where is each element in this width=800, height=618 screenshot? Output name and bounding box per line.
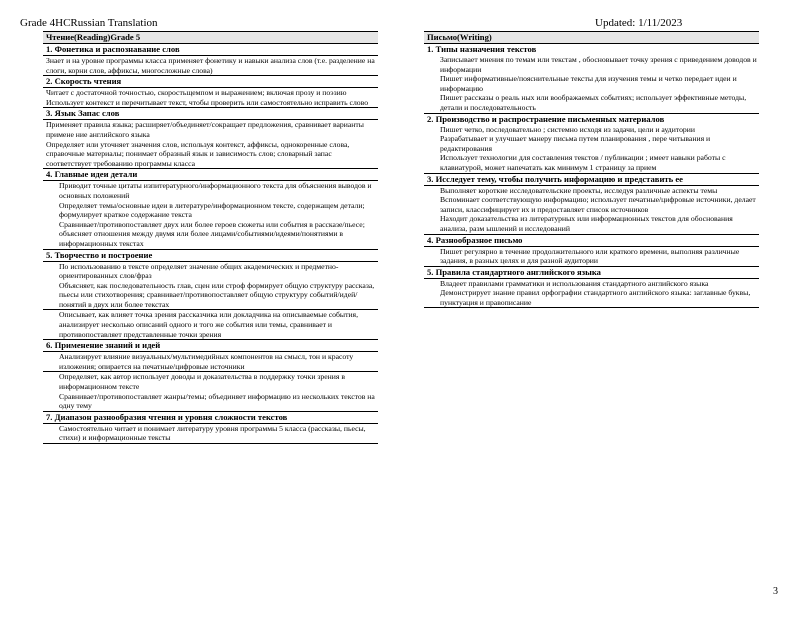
section-title: 4. Разнообразное письмо xyxy=(424,235,759,247)
standard-item: Определяет темы/основные идеи в литературе/информационном тексте, содержащем детали; формулирует краткое содержание текста xyxy=(59,200,365,220)
standard-item: Сравнивает/противопоставляет жанры/темы; объединяет информацию из нескольких текстов на одну тему xyxy=(59,391,375,411)
standard-item: По использованию в тексте определяет значение общих академических и предметно-ориентированных слов/фраз xyxy=(59,261,339,281)
reading-section-1 xyxy=(43,44,378,76)
section-title: 5. Правила стандартного английского языка xyxy=(424,267,759,279)
standard-item: Демонстрирует знание правил орфографии стандартного английского языка: заглавные буквы, пунктуация и правописание xyxy=(440,288,751,307)
standard-item: Приводит точные цитаты изпитературного/информационного текста для объяснения выводов и основных положений xyxy=(59,181,372,200)
reading-section-3 xyxy=(43,108,378,169)
standard-item: Использует технологии для составления текстов / публикации ; имеет навыки работы с клавиатурой, может напечатать как минимум 1 страницу за прием xyxy=(440,153,726,172)
section-title: 1. Типы назначения текстов xyxy=(427,44,537,54)
writing-section-2 xyxy=(424,114,759,174)
section-title: 3. Исследует тему, чтобы получить информацию и представить ее xyxy=(424,174,759,186)
reading-column xyxy=(43,31,378,444)
reading-section-2 xyxy=(43,76,378,108)
standard-item: Выполняет короткие исследовательские проекты, исследуя различные аспекты темы xyxy=(440,185,718,195)
header-right: Updated: 1/11/2023 xyxy=(595,17,683,29)
section-title: 3. Язык Запас слов xyxy=(43,108,378,120)
standard-item: Самостоятельно читает и понимает литературу уровня программы 5 класса (рассказы, пьесы, стихи) и информационные тексты xyxy=(59,423,366,443)
section-title: 1. Фонетика и распознавание слов xyxy=(43,44,378,56)
writing-column xyxy=(424,31,759,308)
section-title: 7. Диапазон разнообразия чтения и уровня сложности текстов xyxy=(43,412,378,424)
reading-section-7 xyxy=(43,412,378,444)
standard-item: Пишет регулярно в течение продолжительного или краткого времени, выполняя различные задания, в разных целях и для разной аудитории xyxy=(440,246,740,266)
standard-item: Сравнивает/противопоставляет двух или более героев сюжеты или события в рассказе/пьесе; объясняет отношения между двумя или более лицами/событиями/идеями/понятиями в информационных текстах xyxy=(59,219,365,248)
writing-section-4 xyxy=(424,235,759,267)
standard-item: Определяет или уточняет значения слов, используя контекст, аффиксы, однокоренные слова, справочные материалы; понимает образный язык и зависимость слов; словарный запас соответствует требованию программы класса xyxy=(46,139,350,168)
standard-item: Объясняет, как последовательность глав, сцен или строф формирует общую структуру рассказа, пьесы или стихотворения; сравнивает/противопоставляет общую структуру событий/идей/понятий в двух или более текстах xyxy=(43,281,378,311)
writing-section-3 xyxy=(424,174,759,235)
standard-item: Применяет правила языка; расширяет/объединяет/сокращает предложения, сравнивает варианты примене ние английского языка xyxy=(46,120,364,139)
standard-item: Читает с достаточной точностью, скоростьщемпом и выражением; включая прозу и поэзию xyxy=(46,88,347,98)
standard-item: Знает и на уровне программы класса применяет фонетику и навыки анализа слов (т.е. разделение на слоги, корни слов, аффиксы, многосложные слова) xyxy=(46,56,375,75)
standard-item: Записывает мнения по темам или текстам , обосновывает точку зрения с приведением доводов и информации xyxy=(440,55,757,74)
writing-section-1 xyxy=(424,44,759,114)
standard-item: Пишет информативные/пояснительные тексты для изучения темы и четко передает идеи и информацию xyxy=(440,74,737,93)
standard-item: Пишет четко, последовательно ; системно исходя из задачи, цели и аудитории xyxy=(440,124,695,134)
reading-title: Чтение(Reading)Grade 5 xyxy=(43,32,378,44)
standard-item: Разрабатывает и улучшает манеру письма путем планирования , пере читывания и редактирования xyxy=(440,134,711,153)
section-title: 5. Творчество и построение xyxy=(43,250,378,262)
standard-item: Владеет правилами грамматики и использования стандартного английского языка xyxy=(440,278,709,288)
writing-section-5 xyxy=(424,267,759,309)
standard-item: Находит доказательства из литературных или информационных текстов для обоснования анализа, разм ышлений и исследований xyxy=(440,214,733,233)
standard-item: Описывает, как влияет точка зрения рассказчика или докладчика на описываемые события, анализирует несколько описаний одного и того же события или темы, сравнивает и противопоставляет представленные точки зрения xyxy=(59,310,358,339)
reading-section-4 xyxy=(43,169,378,249)
standard-item: Использует контекст и перечитывает текст, чтобы проверить или самостоятельно исправить слово xyxy=(46,97,369,107)
standard-item: Анализирует влияние визуальных/мультимедийных компонентов на смысл, тон и красоту изложения; опирается на печатные/цифровые источники xyxy=(43,352,378,372)
standard-item: Вспоминает соответствующую информацию; использует печатные/цифровые источники, делает записи, классифицирует их и предоставляет список источников xyxy=(440,195,756,214)
header-left: Grade 4HCRussian Translation xyxy=(20,17,158,29)
writing-title: Письмо(Writing) xyxy=(424,32,759,44)
section-title: 2. Производство и распространение письменных материалов xyxy=(427,113,665,124)
standard-item: Определяет, как автор использует доводы и доказательства в поддержку точки зрения в информационном тексте xyxy=(59,372,345,392)
page-number: 3 xyxy=(773,586,778,597)
section-title: 6. Применение знаний и идей xyxy=(43,340,378,352)
reading-section-5 xyxy=(43,250,378,341)
section-title: 4. Главные идеи детали xyxy=(43,169,378,181)
section-title: 2. Скорость чтения xyxy=(43,76,378,88)
reading-section-6 xyxy=(43,340,378,412)
standard-item: Пишет рассказы о реаль ных или воображаемых событиях; использует эффективные методы, детали и последовательность xyxy=(440,93,747,112)
